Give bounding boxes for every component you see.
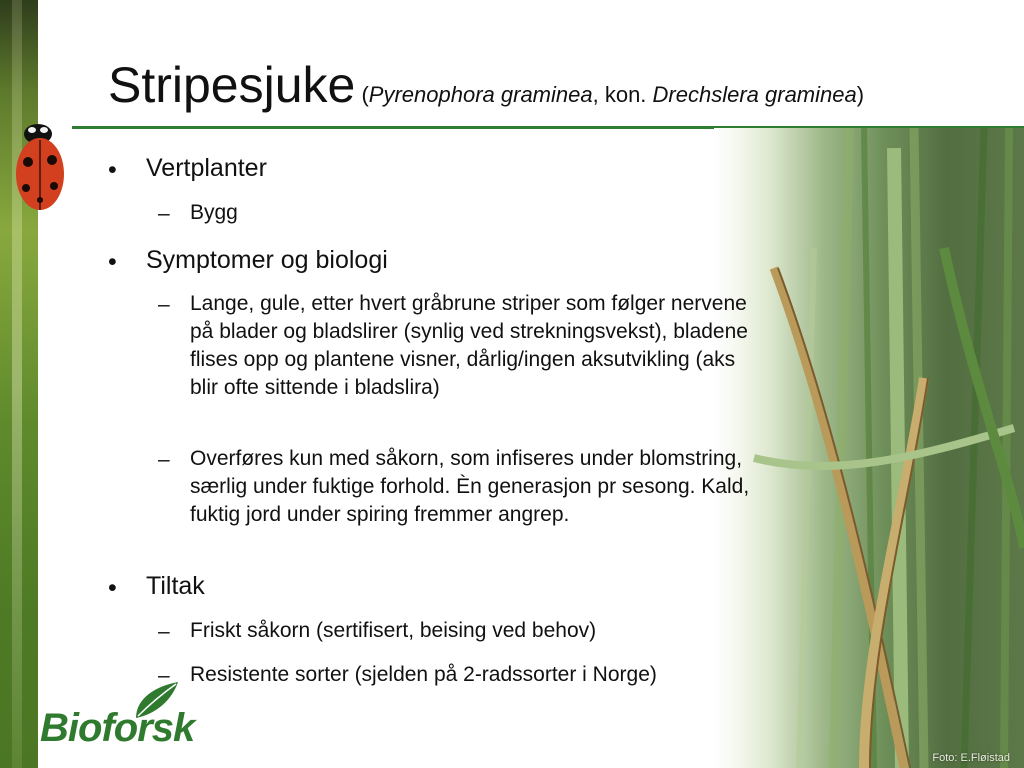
dash-marker: –: [158, 202, 170, 225]
bullet-tiltak: Tiltak: [146, 572, 205, 600]
sub-bullet-bygg: Bygg: [190, 201, 238, 224]
title-close-paren: ): [856, 82, 865, 107]
bioforsk-logo: [40, 680, 195, 762]
title-scientific-name: Pyrenophora graminea: [368, 82, 593, 107]
dash-marker: –: [158, 293, 170, 316]
bullet-marker: •: [108, 156, 117, 184]
title-kon: , kon.: [592, 82, 653, 107]
sub-bullet-symptoms: Lange, gule, etter hvert gråbrune striper som følger nervene på blader og bladslirer (synlig ved strekningsvekst), bladene flises opp og plantene visner, dårlig/ingen aksutvikling (aks blir ofte sittende i bladslira): [190, 292, 748, 399]
logo-text-forsk: forsk: [101, 706, 195, 750]
sub-bullet-seed: Friskt såkorn (sertifisert, beising ved behov): [190, 619, 597, 642]
ladybug-icon: [8, 112, 66, 220]
bullet-marker: •: [108, 574, 117, 602]
logo-text: [40, 706, 194, 751]
title-main: Stripesjuke: [108, 57, 356, 113]
sub-bullet-resistant: Resistente sorter (sjelden på 2-radssorter i Norge): [190, 663, 657, 686]
logo-text-bio: Bio: [40, 706, 102, 750]
dash-marker: –: [158, 620, 170, 643]
sub-bullet-transmission: Overføres kun med såkorn, som infiseres under blomstring, særlig under fuktige forhold. Èn generasjon pr sesong. Kald, fuktig jord under spiring fremmer angrep.: [190, 447, 750, 526]
bullet-symptomer: Symptomer og biologi: [146, 246, 388, 274]
bullet-marker: •: [108, 248, 117, 276]
dash-marker: –: [158, 448, 170, 471]
title-open-paren: (: [355, 82, 369, 107]
photo-credit: Foto: E.Fløistad: [932, 752, 1010, 764]
bullet-vertplanter: Vertplanter: [146, 154, 267, 182]
slide-title: [108, 56, 864, 114]
dash-marker: –: [158, 664, 170, 687]
title-scientific-name-2: Drechslera graminea: [652, 82, 857, 107]
